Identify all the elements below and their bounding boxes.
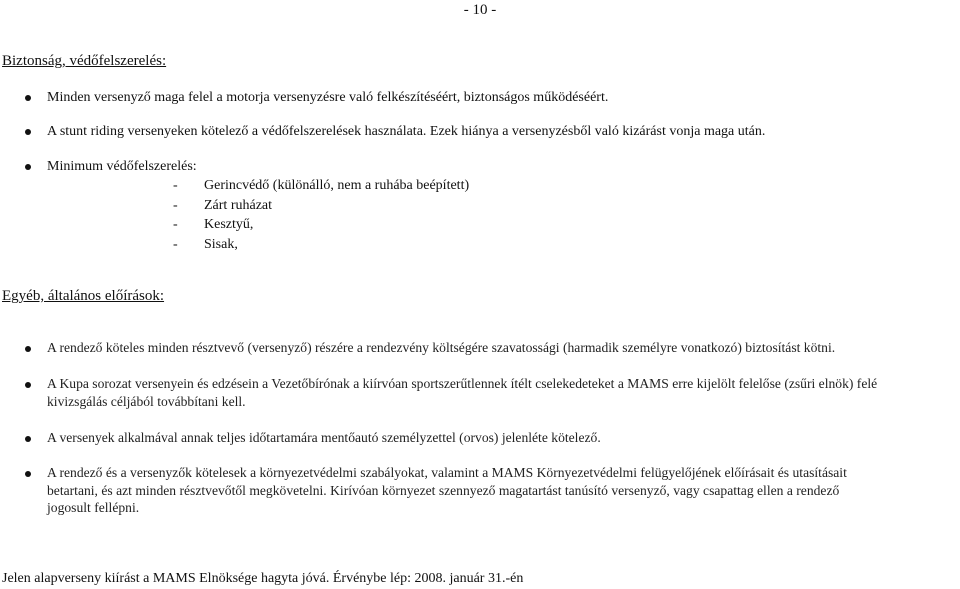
bullet-icon (25, 95, 31, 101)
list-item (0, 375, 877, 410)
dash-icon: - (173, 197, 178, 213)
bullet-icon (25, 129, 31, 135)
bullet-icon (25, 382, 31, 388)
list-item-line: A Kupa sorozat versenyein és edzésein a Vezetőbírónak a kiírvóan sportszerűtlennek ítélt cselekedeteket a MAMS erre kijelölt felelőse (zsűri elnök) felé (47, 376, 878, 391)
list-item (0, 339, 835, 357)
list-item (0, 88, 608, 107)
list-item-line: A versenyek alkalmával annak teljes időtartamára mentőautó személyzettel (orvos) jelenléte kötelező. (47, 430, 601, 445)
sublist-item-text: Zárt ruházat (204, 197, 273, 213)
list-item-text: A stunt riding versenyeken kötelező a védőfelszerelések használata. Ezek hiánya a versenyzésből való kizárást vonja maga után. (47, 124, 766, 139)
section-heading-safety: Biztonság, védőfelszerelés: (2, 53, 167, 69)
bullet-icon (25, 471, 31, 477)
list-item (0, 429, 601, 447)
sublist-item-text: Gerincvédő (különálló, nem a ruhába beépített) (204, 178, 470, 193)
bullet-icon (25, 346, 31, 352)
list-item-line: A rendező köteles minden résztvevő (versenyző) részére a rendezvény költségére szavatossági (harmadik személyre vonatkozó) biztosítást kötni. (47, 340, 836, 355)
bullet-icon (25, 436, 31, 442)
list-item (0, 122, 765, 141)
list-item-line: betartani, és azt minden résztvevőtől megkövetelni. Kirívóan környezet szennyező magatartást tanúsító versenyző, vagy csapattag ellen a rendező (47, 482, 840, 498)
list-item-line: kivizsgálás céljából továbbítani kell. (47, 393, 246, 409)
sublist-item (173, 235, 469, 255)
dash-icon: - (173, 217, 178, 232)
protective-gear-sublist (47, 176, 469, 254)
dash-icon: - (173, 178, 178, 193)
sublist-item-text: Sisak, (204, 236, 238, 252)
sublist-item (173, 196, 469, 216)
list-item (0, 157, 469, 254)
section-heading-general: Egyéb, általános előírások: (2, 288, 165, 304)
bullet-icon (25, 164, 31, 170)
sublist-item-text: Kesztyű, (204, 217, 254, 232)
sublist-item (173, 215, 469, 235)
sublist-item (173, 176, 469, 196)
list-item-text: Minimum védőfelszerelés: (47, 159, 197, 174)
page-number: - 10 - (463, 2, 497, 18)
list-item-line: A rendező és a versenyzők kötelesek a környezetvédelmi szabályokat, valamint a MAMS Környezetvédelmi felügyelőjének előírásait és utasításait (47, 465, 847, 480)
approval-footer: Jelen alapverseny kiírást a MAMS Elnöksége hagyta jóvá. Érvénybe lép: 2008. január 31.-én (2, 571, 524, 586)
list-item-line: jogosult fellépni. (47, 500, 140, 515)
dash-icon: - (173, 236, 178, 252)
list-item-text: Minden versenyző maga felel a motorja versenyzésre való felkészítéséért, biztonságos működéséért. (47, 90, 609, 105)
list-item (0, 464, 847, 517)
